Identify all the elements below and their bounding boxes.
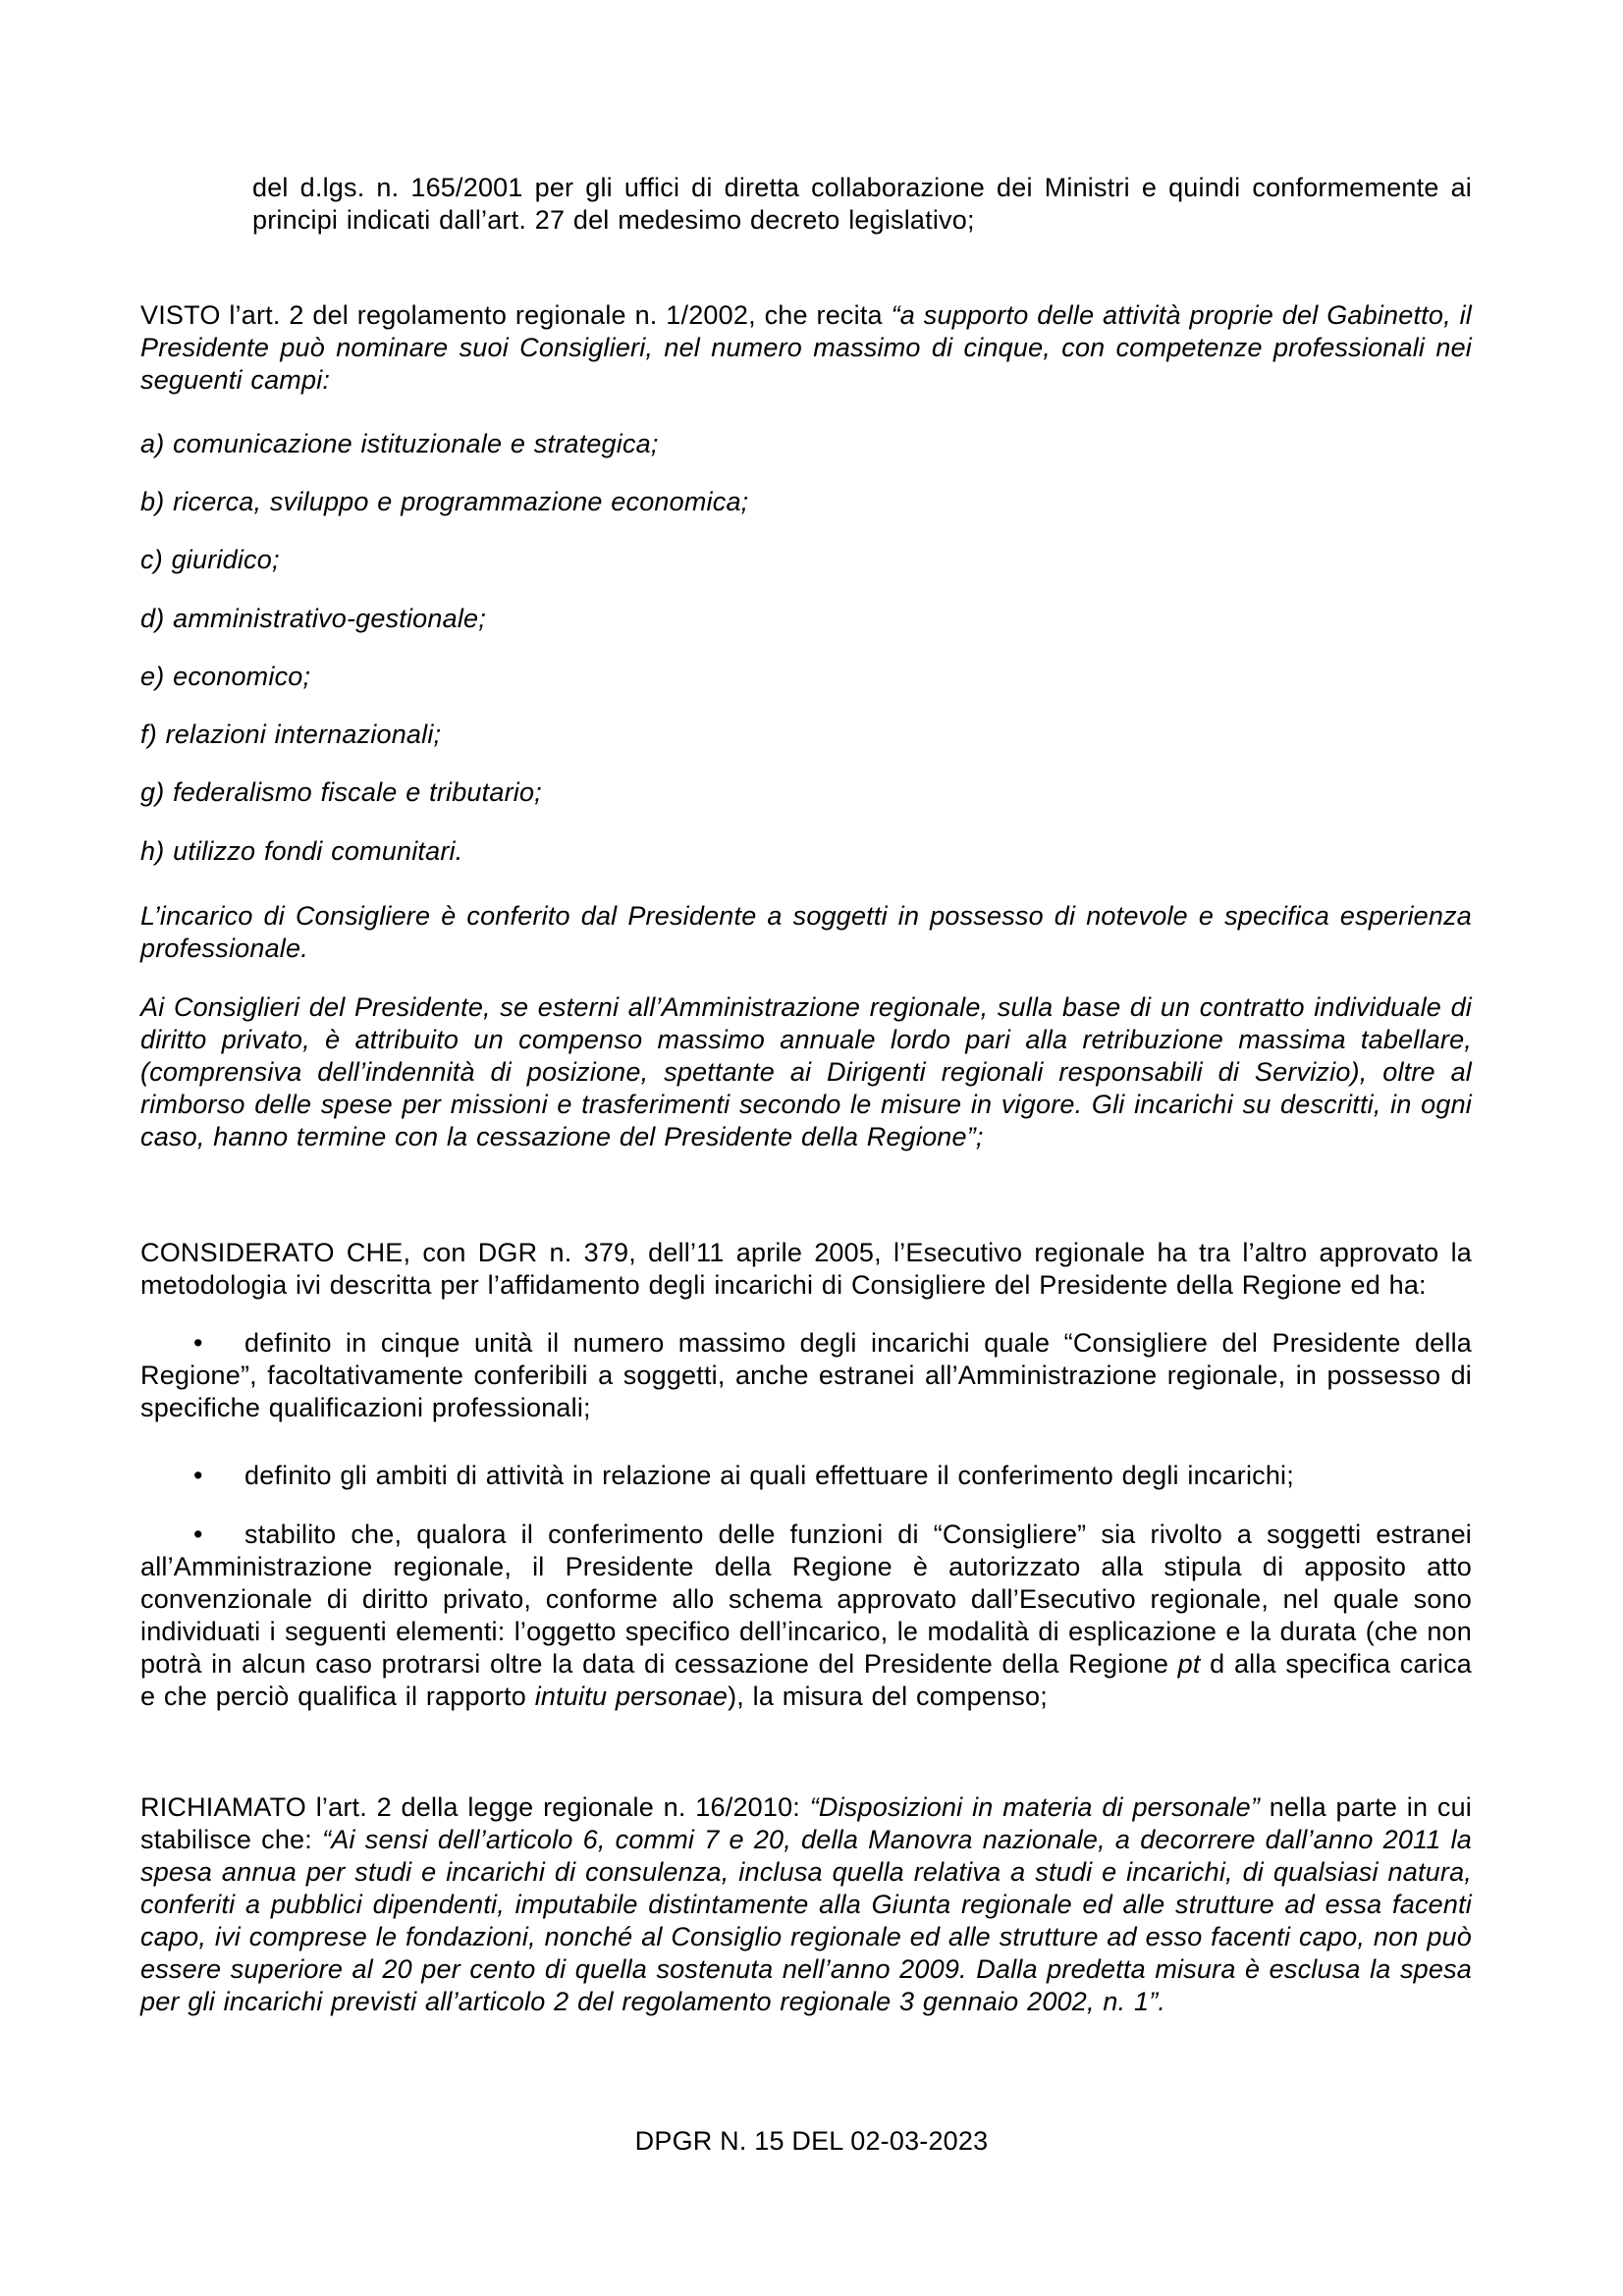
quote-consiglieri-paragraph: Ai Consiglieri del Presidente, se esterni all’Amministrazione regionale, sulla base di un contratto individuale di diritto privato, è attribuito un compenso massimo annuale lordo pari alla retribuzione massima tabellare, (comprensiva dell’indennità di posizione, spettante ai Dirigenti regionali responsabili di Servizio), oltre al rimborso delle spese per missioni e trasferimenti secondo le misure in vigore. Gli incarichi su descritti, in ogni caso, hanno termine con la cessazione del Presidente della Regione”; xyxy=(140,992,1472,1151)
bullet-3-mid-text: d alla specifica carica e che perciò qualifica il rapporto xyxy=(140,1649,1472,1711)
bullet-item-3 xyxy=(140,1519,1472,1713)
bullet-item-2 xyxy=(140,1460,1472,1492)
considerato-paragraph: CONSIDERATO CHE, con DGR n. 379, dell’11 aprile 2005, l’Esecutivo regionale ha tra l’altro approvato la metodologia ivi descritta per l’affidamento degli incarichi di Consigliere del Presidente della Regione ed ha: xyxy=(140,1238,1472,1300)
bullet-1-text: definito in cinque unità il numero massimo degli incarichi quale “Consigliere del Presidente della Regione”, facoltativamente conferibili a soggetti, anche estranei all’Amministrazione regionale, in possesso di specifiche qualificazioni professionali; xyxy=(140,1328,1472,1422)
richiamato-paragraph xyxy=(140,1791,1472,2018)
list-item-a: a) comunicazione istituzionale e strategica; xyxy=(140,429,659,458)
list-item-e: e) economico; xyxy=(140,662,311,691)
list-item-b: b) ricerca, sviluppo e programmazione economica; xyxy=(140,487,749,516)
richiamato-lead-text: RICHIAMATO l’art. 2 della legge regionale n. 16/2010: xyxy=(140,1792,810,1822)
quote-incarico-paragraph: L’incarico di Consigliere è conferito dal Presidente a soggetti in possesso di notevole e specifica esperienza professionale. xyxy=(140,901,1472,963)
bullet-3-lead-text: stabilito che, qualora il conferimento delle funzioni di “Consigliere” sia rivolto a soggetti estranei all’Amministrazione regionale, il Presidente della Regione è autorizzato alla stipula di apposito atto convenzionale di diritto privato, conforme allo schema approvato dall’Esecutivo regionale, nel quale sono individuati i seguenti elementi: l’oggetto specifico dell’incarico, le modalità di esplicazione e la durata (che non potrà in alcun caso protrarsi oltre la data di cessazione del Presidente della Regione xyxy=(140,1520,1472,1679)
bullet-3-tail-text: ), la misura del compenso; xyxy=(728,1682,1048,1711)
richiamato-law-title: “Disposizioni in materia di personale” xyxy=(809,1792,1261,1822)
list-item-f: f) relazioni internazionali; xyxy=(140,720,442,749)
visto-quote-text: “a supporto delle attività proprie del Gabinetto, il Presidente può nominare suoi Consiglieri, nel numero massimo di cinque, con competenze professionali nei seguenti campi: xyxy=(140,300,1473,395)
list-item-h: h) utilizzo fondi comunitari. xyxy=(140,836,463,866)
richiamato-mid-text: nella parte in cui stabilisce che: xyxy=(140,1792,1472,1854)
richiamato-quote-text: “Ai sensi dell’articolo 6, commi 7 e 20, della Manovra nazionale, a decorrere dall’anno 2011 la spesa annua per studi e incarichi di consulenza, inclusa quella relativa a studi e incarichi, di qualsiasi natura, conferiti a pubblici dipendenti, imputabile distintamente alla Giunta regionale ed alle strutture ad essa facenti capo, ivi comprese le fondazioni, nonché al Consiglio regionale ed alle strutture ad esso facenti capo, non può essere superiore al 20 per cento di quella sostenuta nell’anno 2009. Dalla predetta misura è esclusa la spesa per gli incarichi previsti all’articolo 2 del regolamento regionale 3 gennaio 2002, n. 1”. xyxy=(140,1825,1472,2016)
bullet-2-text: definito gli ambiti di attività in relazione ai quali effettuare il conferimento degli incarichi; xyxy=(244,1461,1294,1490)
bullet-icon: • xyxy=(193,1328,203,1358)
bullet-3-italic-pt: pt xyxy=(1177,1649,1201,1679)
bullet-3-italic-intuitu-personae: intuitu personae xyxy=(534,1682,729,1711)
visto-lead-text: VISTO l’art. 2 del regolamento regionale n. 1/2002, che recita xyxy=(140,300,892,330)
continuation-paragraph: del d.lgs. n. 165/2001 per gli uffici di diretta collaborazione dei Ministri e quindi conformemente ai principi indicati dall’art. 27 del medesimo decreto legislativo; xyxy=(252,173,1472,235)
visto-paragraph xyxy=(140,299,1472,397)
list-item-g: g) federalismo fiscale e tributario; xyxy=(140,777,542,807)
bullet-icon: • xyxy=(193,1461,203,1490)
list-item-c: c) giuridico; xyxy=(140,545,280,574)
footer-decree-reference: DPGR N. 15 DEL 02-03-2023 xyxy=(634,2126,989,2156)
list-item-d: d) amministrativo-gestionale; xyxy=(140,604,486,633)
bullet-icon: • xyxy=(193,1520,203,1549)
bullet-item-1 xyxy=(140,1327,1472,1424)
